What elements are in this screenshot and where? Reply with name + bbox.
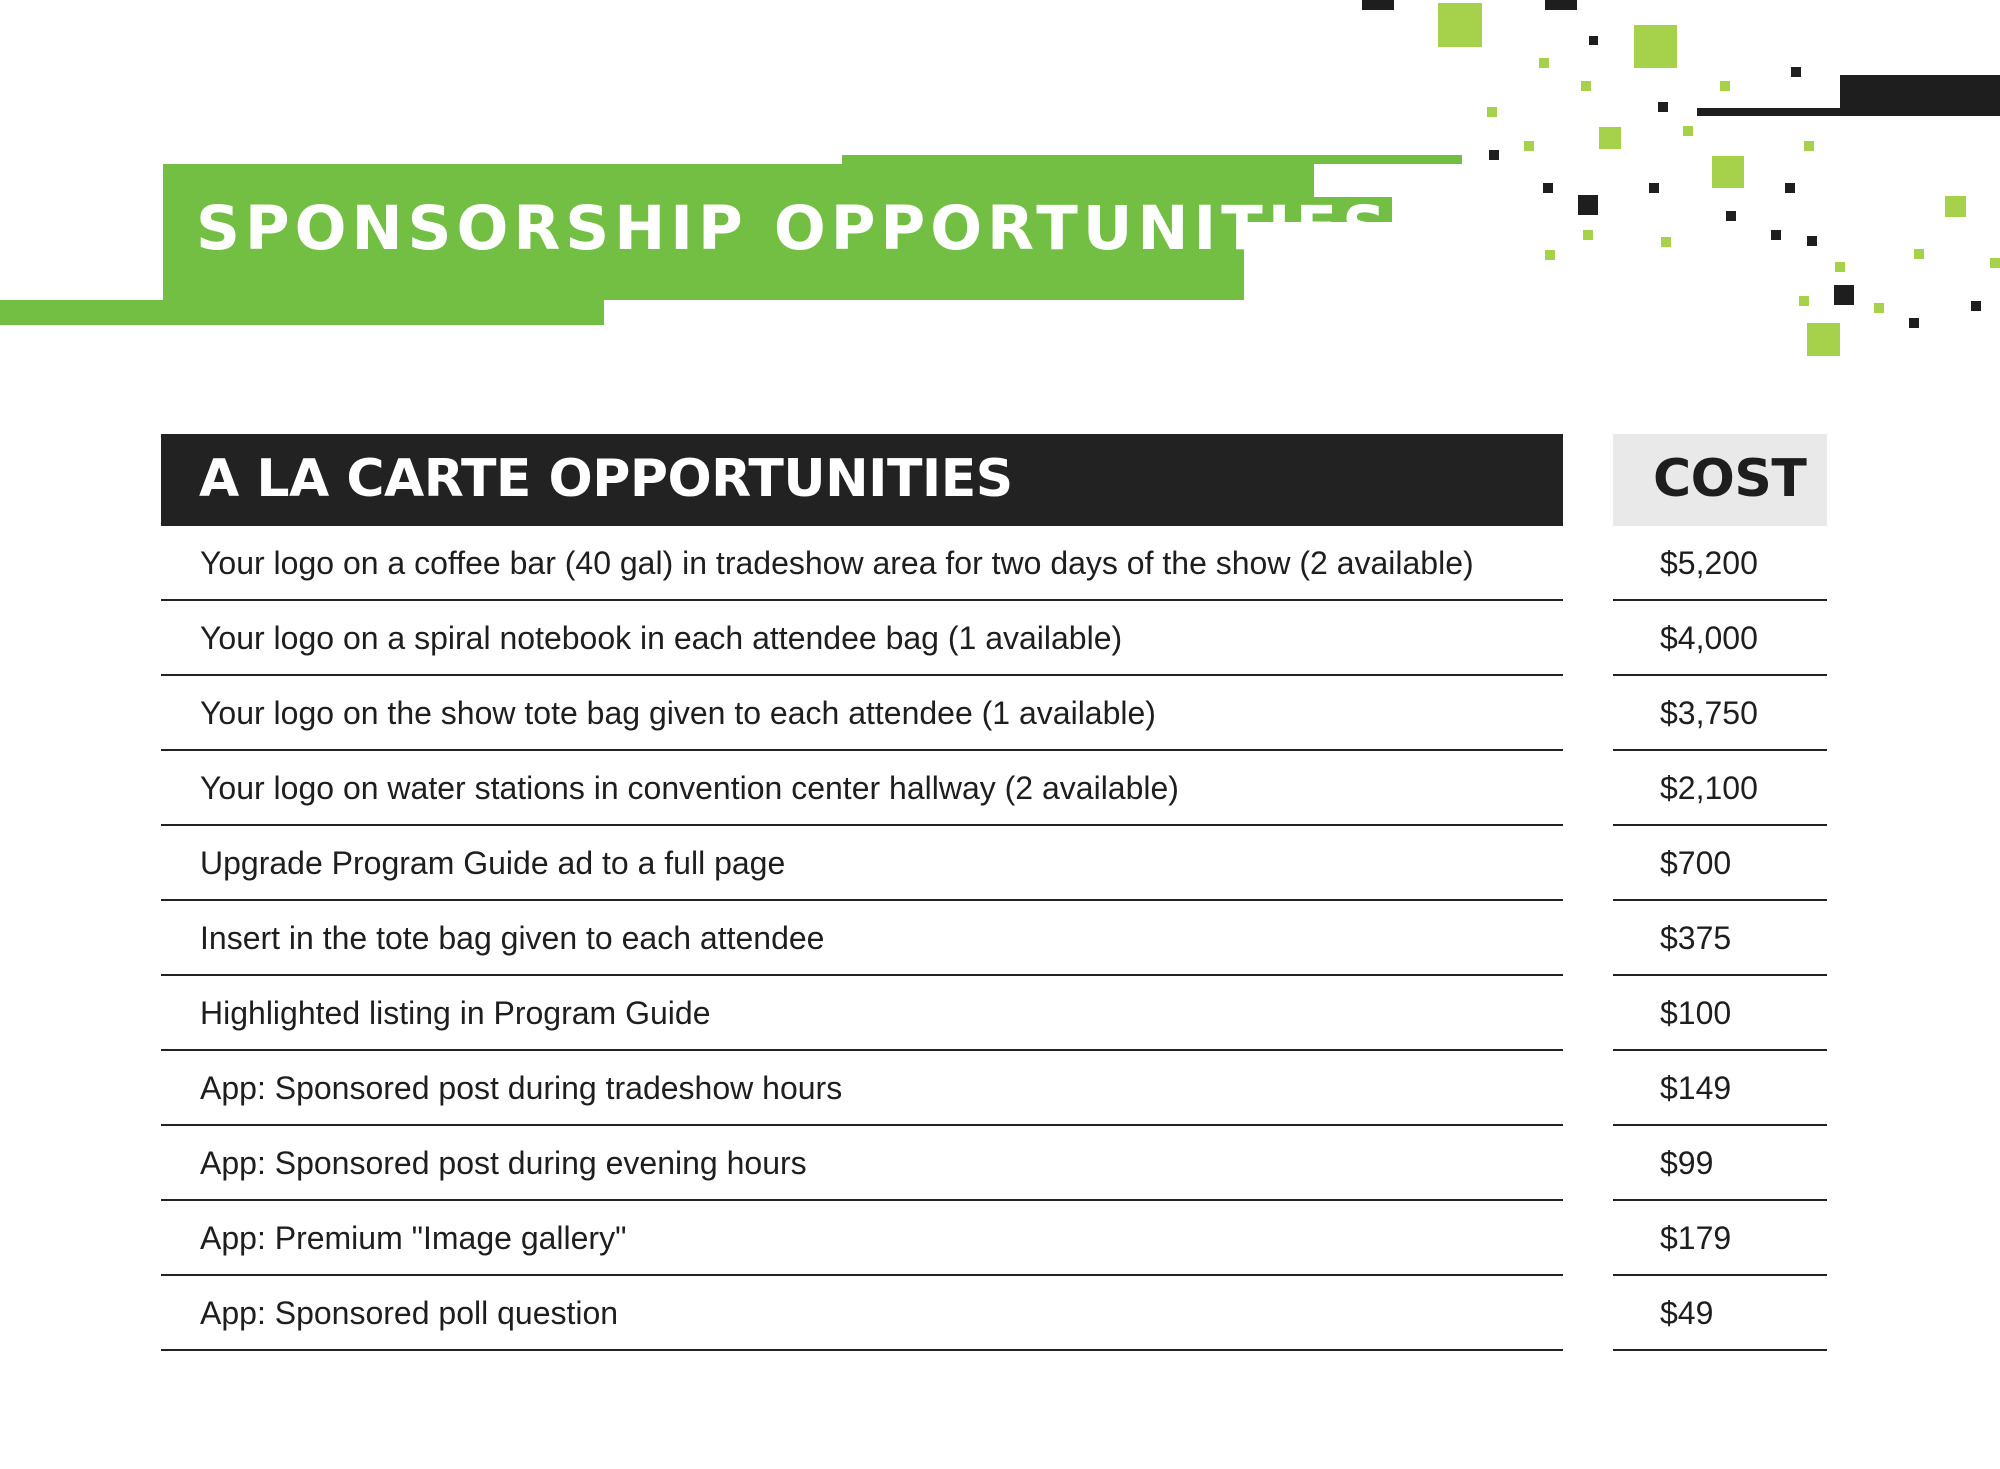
row-cost: $375 xyxy=(1660,920,1732,956)
decor-line-dark xyxy=(1840,75,2000,111)
decor-square xyxy=(1971,301,1981,311)
decor-square xyxy=(1683,126,1693,136)
table-row xyxy=(0,601,2000,676)
row-cost: $100 xyxy=(1660,995,1732,1031)
row-description: Your logo on a coffee bar (40 gal) in tradeshow area for two days of the show (2 available) xyxy=(200,545,1474,581)
row-cost-cell xyxy=(1613,1201,1827,1276)
table-row xyxy=(0,1276,2000,1351)
row-cost-cell xyxy=(1613,676,1827,751)
row-description-cell xyxy=(161,976,1563,1051)
table-row xyxy=(0,526,2000,601)
decor-square xyxy=(1834,285,1854,305)
row-description-cell xyxy=(161,1276,1563,1351)
decor-square xyxy=(1807,323,1840,356)
decor-square xyxy=(1835,262,1845,272)
row-cost: $179 xyxy=(1660,1220,1732,1256)
row-cost: $5,200 xyxy=(1660,545,1758,581)
table-row xyxy=(0,826,2000,901)
decor-square xyxy=(1539,58,1549,68)
decor-square xyxy=(1362,0,1394,10)
decor-square xyxy=(1543,183,1553,193)
table-header xyxy=(161,434,1563,526)
decor-square xyxy=(1487,107,1497,117)
decor-square xyxy=(1545,250,1555,260)
decor-square xyxy=(1438,3,1482,47)
decor-square xyxy=(1990,258,2000,268)
row-cost: $700 xyxy=(1660,845,1732,881)
banner-stripe-bottom xyxy=(0,300,604,325)
row-description-cell xyxy=(161,1201,1563,1276)
decor-square xyxy=(1545,0,1577,10)
banner-stripe-top xyxy=(842,155,1462,164)
decor-square xyxy=(1712,156,1744,188)
page-title: SPONSORSHIP OPPORTUNITIES xyxy=(196,193,1392,264)
table-row xyxy=(0,751,2000,826)
table-row xyxy=(0,901,2000,976)
row-description-cell xyxy=(161,826,1563,901)
row-description: App: Sponsored post during evening hours xyxy=(200,1145,807,1181)
decor-square xyxy=(1914,249,1924,259)
row-description-cell xyxy=(161,901,1563,976)
decor-square xyxy=(1583,230,1593,240)
row-cost: $4,000 xyxy=(1660,620,1758,656)
decor-square xyxy=(1589,36,1598,45)
decor-square xyxy=(1489,150,1499,160)
table-header-title: A LA CARTE OPPORTUNITIES xyxy=(199,449,1013,509)
cost-header-title: COST xyxy=(1653,449,1807,509)
row-cost-cell xyxy=(1613,751,1827,826)
row-description: Your logo on the show tote bag given to each attendee (1 available) xyxy=(200,695,1156,731)
table-row xyxy=(0,1201,2000,1276)
row-description-cell xyxy=(161,751,1563,826)
row-description: Your logo on a spiral notebook in each attendee bag (1 available) xyxy=(200,620,1123,656)
decor-square xyxy=(1785,183,1795,193)
row-description: App: Sponsored poll question xyxy=(200,1295,619,1331)
row-cost: $3,750 xyxy=(1660,695,1758,731)
row-description: App: Premium "Image gallery" xyxy=(200,1220,627,1256)
decor-square xyxy=(1945,196,1966,217)
decor-square xyxy=(1804,141,1814,151)
decor-square xyxy=(1581,81,1591,91)
row-cost-cell xyxy=(1613,1276,1827,1351)
cost-header xyxy=(1613,434,1827,526)
row-cost-cell xyxy=(1613,1051,1827,1126)
decor-line-thin xyxy=(1697,108,2000,116)
table-row xyxy=(0,976,2000,1051)
row-cost-cell xyxy=(1613,901,1827,976)
decor-square xyxy=(1909,318,1919,328)
decor-square xyxy=(1799,296,1809,306)
row-description: Insert in the tote bag given to each attendee xyxy=(200,920,825,956)
decor-square xyxy=(1599,127,1621,149)
row-description: Upgrade Program Guide ad to a full page xyxy=(200,845,786,881)
row-cost-cell xyxy=(1613,526,1827,601)
decor-square xyxy=(1771,230,1781,240)
row-cost-cell xyxy=(1613,826,1827,901)
row-description-cell xyxy=(161,676,1563,751)
decor-square xyxy=(1720,81,1730,91)
decor-square xyxy=(1649,183,1659,193)
decor-square xyxy=(1658,102,1668,112)
row-description: Highlighted listing in Program Guide xyxy=(200,995,711,1031)
row-cost-cell xyxy=(1613,601,1827,676)
table-row xyxy=(0,1126,2000,1201)
decor-square xyxy=(1524,141,1534,151)
row-cost-cell xyxy=(1613,1126,1827,1201)
row-description-cell xyxy=(161,601,1563,676)
row-description-cell xyxy=(161,1051,1563,1126)
row-description: App: Sponsored post during tradeshow hours xyxy=(200,1070,843,1106)
row-cost: $2,100 xyxy=(1660,770,1758,806)
row-cost: $49 xyxy=(1660,1295,1714,1331)
row-cost: $99 xyxy=(1660,1145,1714,1181)
decor-square xyxy=(1634,25,1677,68)
row-description-cell xyxy=(161,1126,1563,1201)
decor-square xyxy=(1661,237,1671,247)
decor-square xyxy=(1791,67,1801,77)
decor-square xyxy=(1874,303,1884,313)
decor-square xyxy=(1807,236,1817,246)
table-row xyxy=(0,1051,2000,1126)
decor-square xyxy=(1578,195,1598,215)
table-row xyxy=(0,676,2000,751)
row-cost: $149 xyxy=(1660,1070,1732,1106)
row-description-cell xyxy=(161,526,1563,601)
decor-square xyxy=(1726,211,1736,221)
row-cost-cell xyxy=(1613,976,1827,1051)
table-body xyxy=(0,526,2000,1351)
row-description: Your logo on water stations in convention center hallway (2 available) xyxy=(200,770,1179,806)
